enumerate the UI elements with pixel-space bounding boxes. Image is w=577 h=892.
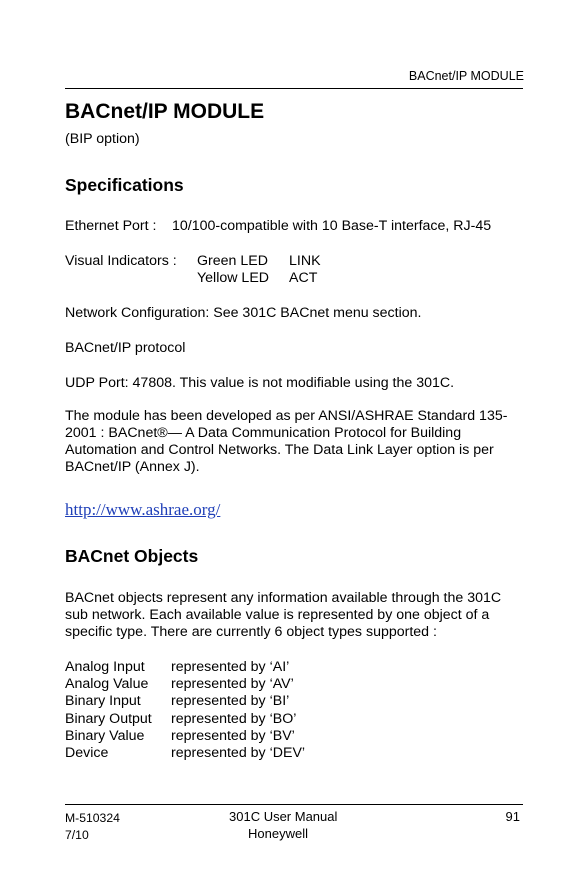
indicator-function: ACT bbox=[289, 270, 318, 286]
indicator-row bbox=[65, 253, 485, 270]
standard-paragraph: The module has been developed as per ANSI/ASHRAE Standard 135-2001 : BACnet®— A Data Communication Protocol for Building Automation and Control Networks. The Data Link Layer option is per BACnet/IP (Annex J). bbox=[65, 408, 508, 475]
object-type-desc: represented by ‘AI’ bbox=[171, 659, 290, 675]
ethernet-port-label: Ethernet Port : bbox=[65, 218, 157, 234]
ethernet-port-value: 10/100-compatible with 10 Base-T interface, RJ-45 bbox=[172, 218, 492, 234]
indicator-function: LINK bbox=[289, 253, 321, 269]
brand-name: Honeywell bbox=[248, 826, 308, 841]
indicator-led: Yellow LED bbox=[197, 270, 270, 286]
document-date: 7/10 bbox=[65, 828, 89, 842]
protocol-text: BACnet/IP protocol bbox=[65, 340, 186, 356]
object-type-name: Binary Value bbox=[65, 727, 145, 744]
object-type-desc: represented by ‘DEV’ bbox=[171, 744, 306, 761]
specifications-heading: Specifications bbox=[65, 175, 184, 195]
object-type-desc: represented by ‘BO’ bbox=[171, 710, 297, 727]
ethernet-port-spec bbox=[65, 218, 492, 235]
footer-rule bbox=[65, 804, 523, 805]
object-type-name: Binary Output bbox=[65, 710, 152, 727]
object-type-desc: represented by ‘BV’ bbox=[171, 727, 295, 744]
object-type-name: Device bbox=[65, 744, 109, 761]
network-configuration-text: Network Configuration: See 301C BACnet menu section. bbox=[65, 305, 422, 321]
running-header: BACnet/IP MODULE bbox=[408, 69, 524, 83]
object-type-desc: represented by ‘BI’ bbox=[171, 693, 290, 710]
object-type-name: Analog Input bbox=[65, 659, 145, 675]
indicator-row bbox=[65, 270, 485, 287]
object-type-name: Binary Input bbox=[65, 693, 141, 710]
document-number: M-510324 bbox=[65, 811, 120, 825]
page-subtitle: (BIP option) bbox=[65, 131, 140, 147]
object-type-desc: represented by ‘AV’ bbox=[171, 676, 294, 693]
visual-indicators-label: Visual Indicators : bbox=[65, 253, 177, 269]
udp-port-text: UDP Port: 47808. This value is not modifiable using the 301C. bbox=[65, 375, 455, 391]
header-rule bbox=[65, 88, 523, 89]
indicator-led: Green LED bbox=[197, 253, 268, 269]
bacnet-objects-heading: BACnet Objects bbox=[65, 546, 199, 566]
objects-intro-paragraph: BACnet objects represent any information available through the 301C sub network. Each available value is represented by one object of a specific type. There are currently 6 object types supported : bbox=[65, 590, 502, 640]
ashrae-link[interactable]: http://www.ashrae.org/ bbox=[65, 500, 221, 519]
visual-indicators-spec bbox=[65, 253, 485, 287]
manual-title: 301C User Manual bbox=[229, 809, 338, 824]
page-number: 91 bbox=[505, 809, 520, 824]
page-title: BACnet/IP MODULE bbox=[65, 100, 265, 123]
object-type-name: Analog Value bbox=[65, 676, 149, 693]
